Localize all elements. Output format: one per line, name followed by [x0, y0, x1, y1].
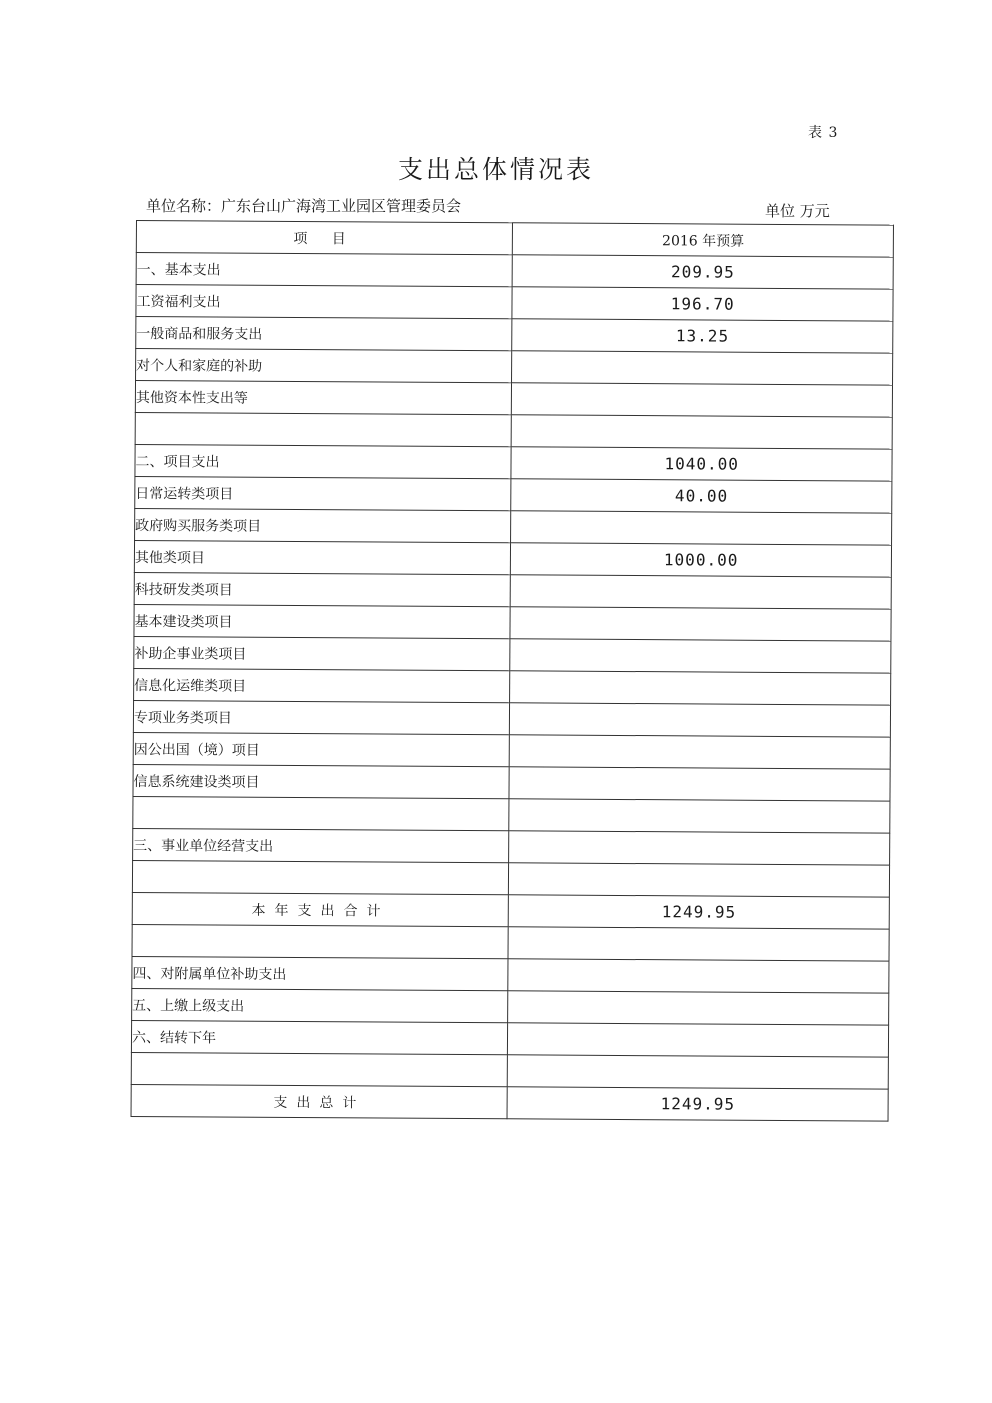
row-item: 三、事业单位经营支出: [133, 828, 510, 862]
table-row: [136, 349, 893, 386]
row-item: 其他类项目: [134, 540, 511, 574]
row-value: [509, 767, 890, 801]
row-value: [509, 799, 890, 833]
row-item: 二、项目支出: [135, 444, 512, 478]
row-value: 1249.95: [509, 895, 890, 929]
table-row: [133, 828, 890, 865]
row-value: 1000.00: [511, 543, 892, 577]
row-value: 209.95: [513, 255, 894, 289]
row-item: [135, 412, 512, 446]
table-row: [132, 956, 889, 993]
row-value: [512, 351, 893, 385]
row-item: 信息系统建设类项目: [133, 764, 510, 798]
row-item: 基本建设类项目: [134, 604, 511, 638]
row-value: 1040.00: [511, 447, 892, 481]
row-value: 13.25: [512, 319, 893, 353]
row-item: 专项业务类项目: [133, 700, 510, 734]
row-item: [133, 796, 510, 830]
table-row: [131, 1084, 888, 1121]
row-value: [508, 927, 889, 961]
table-row: [135, 412, 892, 449]
row-value: 1249.95: [507, 1087, 888, 1121]
table-row: [136, 285, 893, 322]
row-value: [510, 671, 891, 705]
row-item: 五、上缴上级支出: [132, 988, 509, 1022]
row-item: 日常运转类项目: [135, 476, 512, 510]
row-item: 对个人和家庭的补助: [136, 349, 513, 383]
row-value: [510, 735, 891, 769]
row-item: 本年支出合计: [132, 892, 509, 926]
row-item: [132, 860, 509, 894]
row-item: 四、对附属单位补助支出: [132, 956, 509, 990]
expenditure-table: [131, 220, 894, 1122]
table-row: [132, 988, 889, 1025]
table-row: [135, 381, 892, 418]
row-item: 因公出国（境）项目: [133, 732, 510, 766]
row-item: 工资福利支出: [136, 285, 513, 319]
unit-label: 单位 万元: [765, 202, 830, 220]
table-row: [135, 476, 892, 513]
table-row: [136, 253, 893, 290]
table-row: [133, 796, 890, 833]
table-row: [133, 764, 890, 801]
table-number: 表 3: [808, 125, 839, 141]
row-value: [508, 1023, 889, 1057]
row-value: [510, 607, 891, 641]
table-row: [132, 924, 889, 961]
table-row: [135, 508, 892, 545]
row-item: 科技研发类项目: [134, 572, 511, 606]
table-row: [131, 1052, 888, 1089]
row-item: 信息化运维类项目: [134, 668, 511, 702]
table-row: [134, 572, 891, 609]
row-value: [509, 863, 890, 897]
table-row: [134, 668, 891, 705]
row-item: [131, 1052, 508, 1086]
header-item: 项 目: [136, 221, 513, 255]
table-row: [131, 1020, 888, 1057]
table-row: [134, 636, 891, 673]
row-value: 196.70: [512, 287, 893, 321]
table-row: [133, 700, 890, 737]
row-item: 支出总计: [131, 1084, 508, 1118]
unit-name: 单位名称：广东台山广海湾工业园区管理委员会: [146, 197, 462, 215]
row-item: 其他资本性支出等: [135, 381, 512, 415]
table-row: [133, 732, 890, 769]
table-row: [135, 444, 892, 481]
row-value: [508, 1055, 889, 1089]
row-item: 政府购买服务类项目: [135, 508, 512, 542]
row-value: 40.00: [511, 479, 892, 513]
row-item: 一、基本支出: [136, 253, 513, 287]
row-value: [508, 991, 889, 1025]
row-item: 一般商品和服务支出: [136, 317, 513, 351]
table-row: [132, 860, 889, 897]
row-value: [511, 575, 892, 609]
row-item: 补助企事业类项目: [134, 636, 511, 670]
header-value: 2016 年预算: [513, 223, 894, 257]
row-item: [132, 924, 509, 958]
table-row: [134, 604, 891, 641]
row-value: [512, 415, 893, 449]
row-item: 六、结转下年: [131, 1020, 508, 1054]
row-value: [508, 959, 889, 993]
table-row: [132, 892, 889, 929]
page-title: 支出总体情况表: [397, 155, 594, 184]
row-value: [511, 511, 892, 545]
row-value: [512, 383, 893, 417]
table-row: [134, 540, 891, 577]
row-value: [509, 831, 890, 865]
table-row: [136, 317, 893, 354]
row-value: [510, 639, 891, 673]
table-header-row: [136, 221, 893, 258]
row-value: [510, 703, 891, 737]
